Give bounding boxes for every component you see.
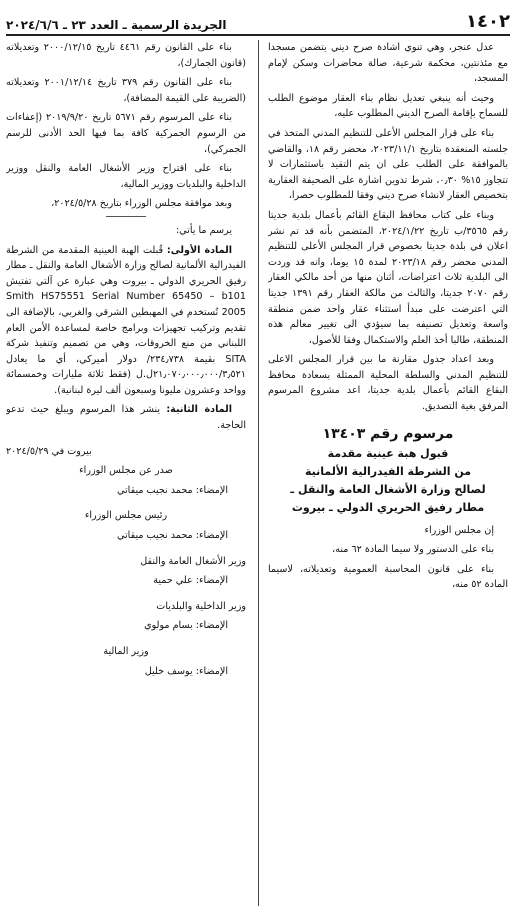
signatory-title: وزير المالية xyxy=(103,646,149,657)
paragraph: بناء على المرسوم رقم ٥٦٧١ تاريخ ٢٠١٩/٩/٢٠ (إعفاءات من الرسوم الجمركية كافة بما فيها الحد الأدنى للرسم الجمركي)، xyxy=(6,112,246,155)
decree-subtitle-line: لصالح وزارة الأشغال العامة والنقل ـ xyxy=(290,482,486,496)
signature-block xyxy=(6,508,246,543)
signature: الإمضاء: محمد نجيب ميقاتي xyxy=(117,530,228,542)
column-divider xyxy=(258,40,259,906)
paragraph: بناء على القانون رقم ٤٤٦١ تاريخ ٢٠٠٠/١٢/١٥ وتعديلاته (قانون الجمارك)، xyxy=(6,42,246,69)
decrees-statement: يرسم ما يأتي: xyxy=(175,224,232,236)
decree-subtitle-line: قبول هبة عينية مقدمة xyxy=(327,446,449,460)
signature: الإمضاء: علي حمية xyxy=(153,575,228,587)
page-number: ١٤٠٢ xyxy=(466,11,510,32)
signature-block xyxy=(6,644,246,679)
left-column xyxy=(6,40,246,908)
article-1-text: قُبلت الهبة العينية المقدمة من الشرطة الفيدرالية الألمانية لصالح وزارة الأشغال العامة والنقل ـ مطار رفيق الحريري الدولي ـ بيروت وهي عبارة عن آلتي تفتيش Smith HS75551 Serial Number 65450 – b101 2005 تُستخدم في المهبطين الشرقي والغربي، بالإضافة الى تقديم وتركيب تجهيزات وبرامج خاصة لمساعدة الأمن العام اللبناني من منع الخروقات، وهي من تصميم وتنفيذ شركة SITA بقيمة ٢٣٤٫٧٣٨/ دولار أميركي، أي ما يعادل ٢١٫٠٧٠٫٠٠٠٫٠٠٠/٣٫٥٢١ل.ل (فقط ثلاثة مليارات وخمسمائة وواحد وعشرون مليونا وسبعون ألف ليرة لبنانية). xyxy=(6,244,246,396)
article-1 xyxy=(6,243,246,399)
paragraph: بناء على الدستور ولا سيما المادة ٦٢ منه، xyxy=(332,544,494,556)
paragraph: بناء على اقتراح وزير الأشغال العامة والنقل ووزير الداخلية والبلديات ووزير المالية، xyxy=(6,163,246,190)
signatory-title: وزير الأشغال العامة والنقل xyxy=(140,555,246,567)
paragraph: عدل عنجر، وهي تنوي اشادة صرح ديني يتضمن مسجدا مع مئذنتين، محكمة شرعية، صالة محاضرات وسكن لإمام المسجد، xyxy=(268,42,508,85)
decree-title: مرسوم رقم ١٣٤٠٣ xyxy=(322,425,454,442)
gazette-title: الجريدة الرسمية ـ العدد ٢٣ ـ ٢٠٢٤/٦/٦ xyxy=(6,18,227,32)
date-place: بيروت في ٢٠٢٤/٥/٢٩ xyxy=(6,445,92,457)
article-1-title: المادة الأولى: xyxy=(166,244,232,256)
decree-heading xyxy=(268,425,508,517)
article-2-text: ينشر هذا المرسوم ويبلغ حيث تدعو الحاجة. xyxy=(6,404,246,432)
council-intro: إن مجلس الوزراء xyxy=(424,524,494,536)
page-header xyxy=(6,6,510,36)
signatory-title: رئيس مجلس الوزراء xyxy=(84,510,168,522)
signature: الإمضاء: محمد نجيب ميقاتي xyxy=(117,484,228,496)
paragraph: وبعد اعداد جدول مقارنة ما بين قرار المجلس الاعلى للتنظيم المدني والسلطة المحلية الممثلة بسعادة محافظ البقاع القائم بأعمال بلدية جديتا، اعد مشروع المرسوم المرفق بغية التصديق. xyxy=(268,354,508,413)
paragraph: وبعد موافقة مجلس الوزراء بتاريخ ٢٠٢٤/٥/٢٨، xyxy=(51,198,232,210)
signature-block xyxy=(6,554,246,589)
article-2 xyxy=(6,402,246,433)
right-column xyxy=(268,40,508,908)
paragraph: بناء على القانون رقم ٣٧٩ تاريخ ٢٠٠١/١٢/١٤ وتعديلاته (الضريبة على القيمة المضافة)، xyxy=(6,77,246,104)
paragraph: وحيث أنه ينبغي تعديل نظام بناء العقار موضوع الطلب للسماح بإقامة الصرح الديني المطلوب عليه، xyxy=(268,92,508,120)
issued-by: صدر عن مجلس الوزراء xyxy=(79,465,173,477)
paragraph: وبناء على كتاب محافظ البقاع القائم بأعمال بلدية جديتا رقم ٣٥٦٥/ب تاريخ ٢٠٢٤/١/٢٢، المتضمن بأنه قد تم نشر اعلان في بلدة جديتا بخصوص قرار المجلس الأعلى للتنظيم المدني محضر رقم ٢٠٢٣/١٨ لمدة ١٥ يوما، وانه قد وردت الى البلدية ثلاث اعتراضات، أثنان منها من أحد مالكي العقار رقم ٢٠٧٠ جديتا، والثالث من مالكة العقار رقم ١٣٩١ جديتا التي اعترضت على مبدأ استثناء عقار واحد ضمن منطقة واسعة وتعديل تصنيفه بما سيؤدي الى تغيير معالم هذه المنطقة، طالبا أخذ العلم والاستكمال وفقا للأصول، xyxy=(268,209,508,346)
signature-block xyxy=(6,599,246,634)
signature: الإمضاء: بسام مولوي xyxy=(144,620,228,632)
paragraph: بناء على قرار المجلس الأعلى للتنظيم المدني المتخذ في جلسته المنعقدة بتاريخ ٢٠٢٣/١١/١، محضر رقم ١٨، والقاضي بالموافقة على الطلب على ان يتم التقيد باستثمارات لا تتجاوز ١٥% ٠٫٣٠، شرط تدوين اشارة على الصحيفة العقارية بتخصيص العقار لانشاء صرح ديني وفقا للمطلوب حصرا، xyxy=(268,127,508,202)
article-2-title: المادة الثانية: xyxy=(166,404,232,416)
signature: الإمضاء: يوسف خليل xyxy=(144,665,228,677)
signatory-title: وزير الداخلية والبلديات xyxy=(156,600,246,612)
paragraph: بناء على قانون المحاسبة العمومية وتعديلاته، لاسيما المادة ٥٢ منه، xyxy=(268,563,508,591)
decree-subtitle-line: من الشرطة الفيدرالية الألمانية xyxy=(304,464,472,478)
decree-subtitle-line: مطار رفيق الحريري الدولي ـ بيروت xyxy=(291,500,485,514)
separator xyxy=(106,216,146,217)
